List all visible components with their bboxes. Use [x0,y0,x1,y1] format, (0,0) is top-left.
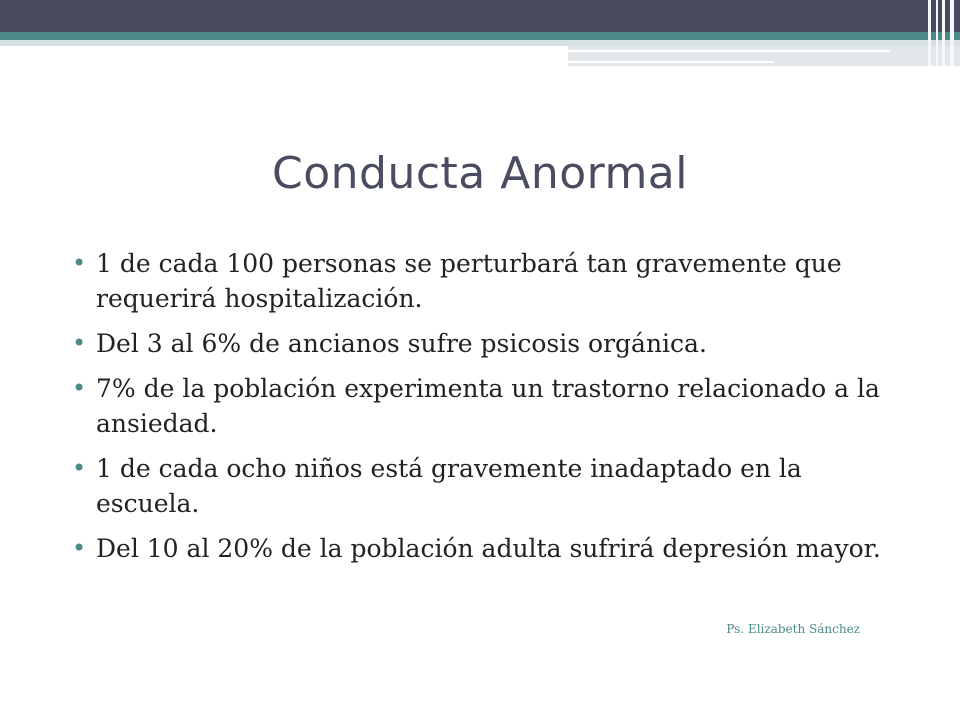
bullet-item [72,451,892,521]
bullet-text: 7% de la población experimenta un trastorno relacionado a la ansiedad. [96,374,880,438]
header-vertical-bar [942,0,945,66]
header-teal-band [0,32,960,40]
bullet-item [72,531,892,566]
header-vertical-bar [928,0,931,66]
bullet-text: Del 10 al 20% de la población adulta sufrirá depresión mayor. [96,534,881,563]
header-accent-line [568,61,774,63]
header-vertical-bar [950,0,954,66]
footer-author: Ps. Elizabeth Sánchez [726,622,860,636]
bullet-item [72,371,892,441]
bullet-marker: • [72,249,87,277]
bullet-marker: • [72,329,87,357]
header-accent-strip [568,46,960,66]
bullet-text: 1 de cada 100 personas se perturbará tan gravemente que requerirá hospitalización. [96,249,842,313]
header-vertical-bar [936,0,938,66]
bullet-item [72,246,892,316]
bullet-item [72,326,892,361]
header-accent-line [568,50,890,52]
slide-title: Conducta Anormal [271,148,688,199]
bullet-text: 1 de cada ocho niños está gravemente inadaptado en la escuela. [96,454,802,518]
bullet-list [72,246,892,576]
bullet-marker: • [72,534,87,562]
bullet-text: Del 3 al 6% de ancianos sufre psicosis orgánica. [96,329,707,358]
bullet-marker: • [72,454,87,482]
header-dark-band [0,0,960,32]
bullet-marker: • [72,374,87,402]
